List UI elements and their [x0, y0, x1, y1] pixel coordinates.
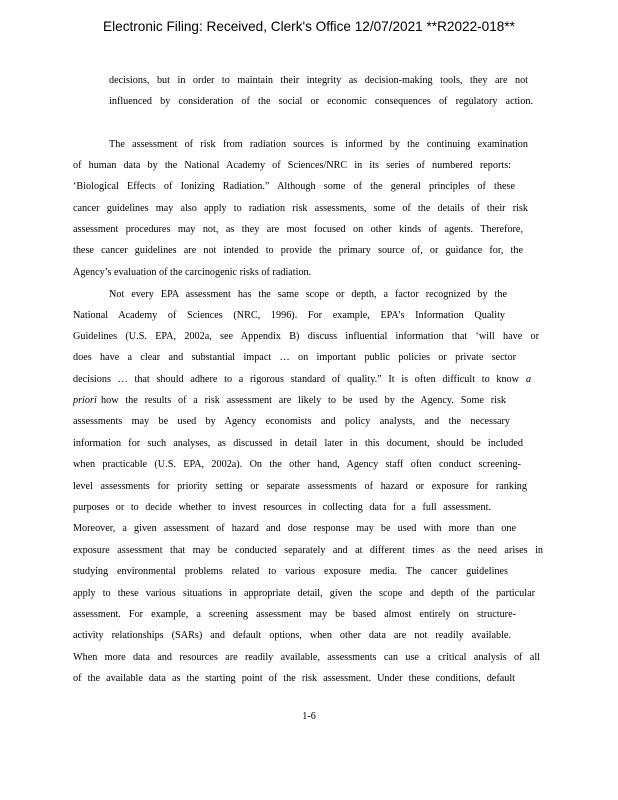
body-line: when practicable (U.S. EPA, 2002a). On the other hand, Agency staff often conduct screening- — [73, 459, 521, 470]
body-line: Agency’s evaluation of the carcinogenic risks of radiation. — [73, 267, 312, 278]
page-number: 1-6 — [302, 711, 316, 722]
body-line: studying environmental problems related to various exposure media. The cancer guidelines — [73, 566, 508, 577]
body-line: of human data by the National Academy of Sciences/NRC in its series of numbered reports: — [73, 160, 511, 171]
body-line: influenced by consideration of the social or economic consequences of regulatory action. — [109, 96, 533, 107]
body-line: National Academy of Sciences (NRC, 1996). For example, EPA’s Information Quality — [73, 310, 505, 321]
body-line: Not every EPA assessment has the same scope or depth, a factor recognized by the — [109, 289, 507, 300]
body-line: assessment procedures may not, as they are most focused on other kinds of agents. Therefore, — [73, 224, 523, 235]
italic-word-priori: priori — [73, 395, 97, 406]
body-line: assessments may be used by Agency economists and policy analysts, and the necessary — [73, 416, 510, 427]
body-line: ‘Biological Effects of Ionizing Radiation.” Although some of the general principles of these — [73, 181, 515, 192]
body-line: Guidelines (U.S. EPA, 2002a, see Appendix B) discuss influential information that ‘will have or — [73, 331, 539, 342]
body-line: of the available data as the starting point of the risk assessment. Under these conditions, default — [73, 673, 515, 684]
body-line: level assessments for priority setting or separate assessments of hazard or exposure for ranking — [73, 481, 527, 492]
body-line: cancer guidelines may also apply to radiation risk assessments, some of the details of their risk — [73, 203, 528, 214]
italic-word-a: a — [526, 374, 532, 385]
body-line: does have a clear and substantial impact … on important public policies or private sector — [73, 352, 516, 363]
body-line: apply to these various situations in appropriate detail, given the scope and depth of the particular — [73, 588, 535, 599]
body-line: decisions … that should adhere to a rigorous standard of quality.” It is often difficult to know — [73, 374, 519, 385]
body-line: purposes or to decide whether to invest resources in collecting data for a full assessment. — [73, 502, 491, 513]
body-line: decisions, but in order to maintain their integrity as decision-making tools, they are not — [109, 75, 528, 86]
body-line: activity relationships (SARs) and default options, when other data are not readily available. — [73, 630, 511, 641]
body-line: Moreover, a given assessment of hazard and dose response may be used with more than one — [73, 523, 516, 534]
body-line: assessment. For example, a screening assessment may be based almost entirely on structure- — [73, 609, 516, 620]
body-line: these cancer guidelines are not intended to provide the primary source of, or guidance for, the — [73, 245, 523, 256]
body-line: information for such analyses, as discussed in detail later in this document, should be included — [73, 438, 523, 449]
body-line: When more data and resources are readily available, assessments can use a critical analysis of all — [73, 652, 540, 663]
filing-header: Electronic Filing: Received, Clerk's Office 12/07/2021 **R2022-018** — [103, 19, 515, 34]
body-line: how the results of a risk assessment are likely to be used by the Agency. Some risk — [101, 395, 506, 406]
body-line: The assessment of risk from radiation sources is informed by the continuing examination — [109, 139, 528, 150]
body-line: exposure assessment that may be conducted separately and at different times as the need arises in — [73, 545, 543, 556]
